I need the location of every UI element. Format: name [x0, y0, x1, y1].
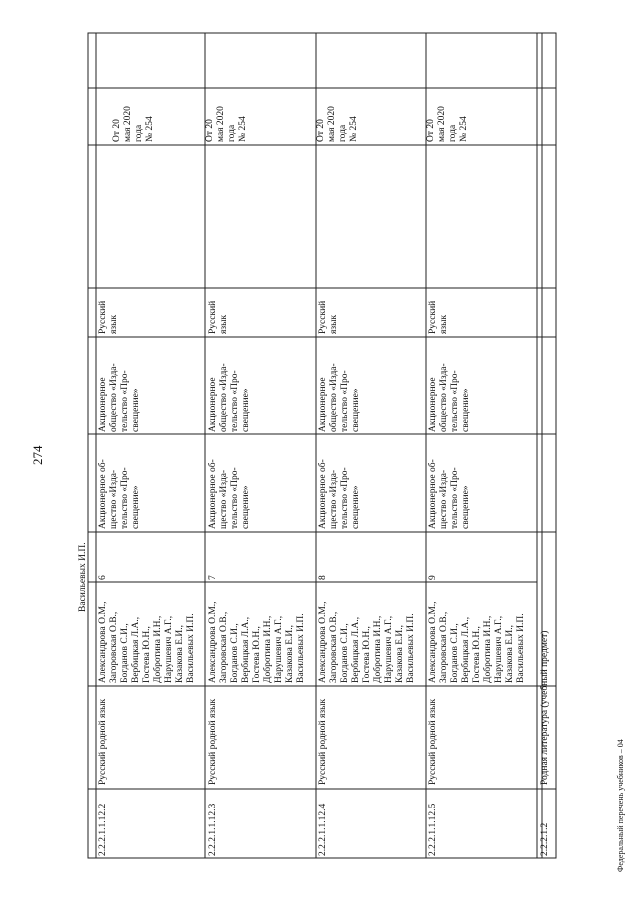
row-4-publisher: Акционерное об- щество «Изда- тельство «Про- свещение» — [428, 459, 471, 529]
row-3-publisher: Акционерное об- щество «Изда- тельство «Про- свещение» — [318, 459, 361, 529]
row-2-subject: Русский родной язык — [208, 698, 218, 785]
footer-note: Федеральный перечень учебников – 04 — [616, 739, 625, 872]
row-4-authors: Александрова О.М., Загоровская О.В., Богданов С.И., Вербицкая Л.А., Гостева Ю.Н., Добротина И.Н., Нарушевич А.Г., Казакова Е.И., Васильевых И.П. — [428, 601, 526, 683]
row-2-code: 2.2.2.1.1.12.3 — [208, 803, 218, 856]
row-2-publisher: Акционерное об- щество «Изда- тельство «Про- свещение» — [208, 459, 251, 529]
row-3-grade: 8 — [318, 575, 328, 580]
row-3-subject: Русский родной язык — [318, 698, 328, 785]
section-code: 2.2.2.1.2 — [540, 822, 550, 856]
row-4-publisher-2: Акционерное общество «Изда- тельство «Про- свещение» — [428, 363, 471, 432]
row-2-authors: Александрова О.М., Загоровская О.В., Богданов С.И., Вербицкая Л.А., Гостева Ю.Н., Добротина И.Н., Нарушевич А.Г., Казакова Е.И., Васильевых И.П. — [208, 601, 306, 683]
row-3-language: Русский язык — [318, 300, 339, 334]
row-2-language: Русский язык — [208, 300, 229, 334]
section-title: Родная литература (учебный предмет) — [540, 630, 550, 785]
row-4-code: 2.2.2.1.1.12.5 — [428, 803, 438, 856]
row-3-code: 2.2.2.1.1.12.4 — [318, 803, 328, 856]
row-1-publisher: Акционерное об- щество «Изда- тельство «Про- свещение» — [98, 459, 141, 529]
row-1-code: 2.2.2.1.1.12.2 — [98, 803, 108, 856]
row-2-publisher-2: Акционерное общество «Изда- тельство «Про- свещение» — [208, 363, 251, 432]
row-4-order: От 20 мая 2020 года № 254 — [426, 106, 469, 142]
row-3-authors: Александрова О.М., Загоровская О.В., Богданов С.И., Вербицкая Л.А., Гостева Ю.Н., Добротина И.Н., Нарушевич А.Г., Казакова Е.И., Васильевых И.П. — [318, 601, 416, 683]
header-authors-tail: Васильевых И.П. — [78, 542, 88, 612]
row-3-publisher-2: Акционерное общество «Изда- тельство «Про- свещение» — [318, 363, 361, 432]
row-2-grade: 7 — [208, 575, 218, 580]
row-1-subject: Русский родной язык — [98, 698, 108, 785]
row-1-grade: 6 — [98, 575, 108, 580]
page-number: 274 — [30, 445, 45, 465]
row-1-language: Русский язык — [98, 300, 119, 334]
row-2-order: От 20 мая 2020 года № 254 — [205, 106, 248, 142]
row-4-grade: 9 — [428, 575, 438, 580]
row-1-publisher-2: Акционерное общество «Изда- тельство «Про- свещение» — [98, 363, 141, 432]
row-4-language: Русский язык — [428, 300, 449, 334]
row-1-order: От 20 мая 2020 года № 254 — [112, 106, 155, 142]
row-3-order: От 20 мая 2020 года № 254 — [316, 106, 359, 142]
row-4-subject: Русский родной язык — [428, 698, 438, 785]
row-1-authors: Александрова О.М., Загоровская О.В., Богданов С.И., Вербицкая Л.А., Гостева Ю.Н., Добротина И.Н., Нарушевич А.Г., Казакова Е.И., Васильевых И.П. — [98, 601, 196, 683]
